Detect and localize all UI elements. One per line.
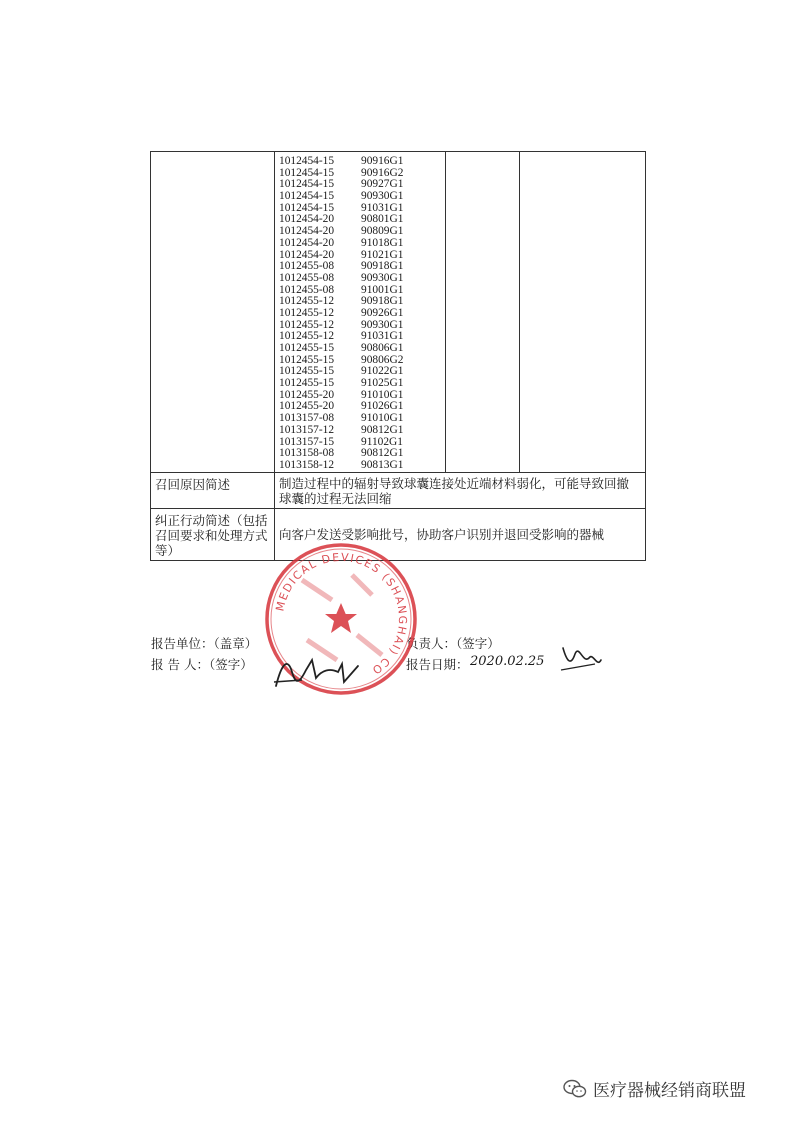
lot-batch-number: 90916G1 xyxy=(361,155,404,167)
lot-row xyxy=(279,378,445,390)
lot-batch-number: 90930G1 xyxy=(361,190,404,203)
lot-product-code: 1012454-20 xyxy=(279,213,335,226)
responsible-label: 负责人：（签字） xyxy=(406,636,500,651)
lot-product-code: 1013157-12 xyxy=(279,423,335,436)
reporter-signature xyxy=(272,652,362,694)
wechat-icon xyxy=(563,1079,587,1099)
report-unit-label: 报告单位：（盖章） xyxy=(151,636,258,651)
lot-batch-number: 90812G1 xyxy=(361,447,404,460)
lot-product-code: 1013157-15 xyxy=(279,435,335,448)
stamp-text: MEDICAL DEVICES (SHANGHAI) CO xyxy=(273,550,410,678)
lot-batch-number: 90916G2 xyxy=(361,166,404,179)
lot-row xyxy=(279,156,445,168)
lot-batch-number: 91018G1 xyxy=(361,236,404,249)
lot-row xyxy=(279,460,445,472)
lot-batch-number: 90806G2 xyxy=(361,353,404,366)
watermark-text: 医疗器械经销商联盟 xyxy=(593,1081,746,1101)
lot-product-code: 1012455-12 xyxy=(279,330,335,343)
recall-table xyxy=(150,151,646,561)
lot-batch-number: 90809G1 xyxy=(361,225,404,238)
lot-product-code: 1012454-20 xyxy=(279,248,335,261)
lot-batch-number: 91026G1 xyxy=(361,400,404,413)
empty-cell-mid xyxy=(446,152,520,473)
lot-product-code: 1012455-15 xyxy=(279,377,335,390)
lot-product-code: 1012454-20 xyxy=(279,225,335,238)
lot-product-code: 1012455-20 xyxy=(279,400,335,413)
recall-reason-label: 召回原因简述 xyxy=(151,472,275,508)
lot-row xyxy=(279,273,445,285)
lot-batch-number: 90927G1 xyxy=(361,178,404,191)
lot-batch-number: 91021G1 xyxy=(361,248,404,261)
lot-batch-number: 90812G1 xyxy=(361,423,404,436)
lot-batch-number: 91010G1 xyxy=(361,388,404,401)
lot-batch-number: 90918G1 xyxy=(361,295,404,308)
lots-row xyxy=(151,152,646,473)
lot-product-code: 1013158-08 xyxy=(279,447,335,460)
lot-product-code: 1012455-12 xyxy=(279,295,335,308)
lot-product-code: 1012455-08 xyxy=(279,271,335,284)
lot-product-code: 1013157-08 xyxy=(279,412,335,425)
lot-product-code: 1013158-12 xyxy=(279,458,335,471)
report-date-label: 报告日期： xyxy=(406,657,469,672)
lot-product-code: 1012455-15 xyxy=(279,342,335,354)
responsible-signature xyxy=(455,640,605,680)
lot-batch-number: 90918G1 xyxy=(361,260,404,273)
lot-product-code: 1012454-15 xyxy=(279,190,335,203)
lot-product-code: 1012455-12 xyxy=(279,306,335,319)
recall-reason-text: 制造过程中的辐射导致球囊连接处近端材料弱化，可能导致回撤球囊的过程无法回缩 xyxy=(275,472,646,508)
lot-product-code: 1012455-08 xyxy=(279,283,335,296)
lot-batch-number: 90930G1 xyxy=(361,318,404,331)
lot-product-code: 1012454-15 xyxy=(279,178,335,191)
lot-product-code: 1012454-15 xyxy=(279,155,335,167)
lot-product-code: 1012454-20 xyxy=(279,236,335,249)
lot-product-code: 1012455-15 xyxy=(279,365,335,378)
lot-product-code: 1012454-15 xyxy=(279,201,335,214)
empty-cell-left xyxy=(151,152,275,473)
recall-reason-row xyxy=(151,472,646,508)
lot-row xyxy=(279,191,445,203)
lot-batch-number: 91102G1 xyxy=(361,435,403,448)
lot-row xyxy=(279,308,445,320)
lot-batch-number: 91010G1 xyxy=(361,412,404,425)
lot-batch-number: 91001G1 xyxy=(361,283,404,296)
lot-list xyxy=(275,152,446,473)
lot-product-code: 1012455-20 xyxy=(279,388,335,401)
lot-batch-number: 90806G1 xyxy=(361,342,404,354)
reporter-label: 报 告 人：（签字） xyxy=(151,657,253,672)
lot-batch-number: 90930G1 xyxy=(361,271,404,284)
report-date-value: 2020.02.25 xyxy=(470,654,545,669)
watermark xyxy=(563,1076,746,1101)
lot-batch-number: 91025G1 xyxy=(361,377,404,390)
corrective-action-label: 纠正行动简述（包括召回要求和处理方式等） xyxy=(151,508,275,560)
empty-cell-right xyxy=(520,152,646,473)
lot-batch-number: 90926G1 xyxy=(361,306,404,319)
lot-batch-number: 91031G1 xyxy=(361,201,404,214)
lot-batch-number: 90813G1 xyxy=(361,458,404,471)
lot-row xyxy=(279,425,445,437)
lot-batch-number: 91022G1 xyxy=(361,365,404,378)
lot-product-code: 1012455-12 xyxy=(279,318,335,331)
lot-batch-number: 90801G1 xyxy=(361,213,404,226)
lot-product-code: 1012455-15 xyxy=(279,353,335,366)
lot-row xyxy=(279,343,445,355)
lot-row xyxy=(279,238,445,250)
lot-product-code: 1012454-15 xyxy=(279,166,335,179)
lot-batch-number: 91031G1 xyxy=(361,330,404,343)
corrective-action-text: 向客户发送受影响批号，协助客户识别并退回受影响的器械 xyxy=(275,508,646,560)
lot-product-code: 1012455-08 xyxy=(279,260,335,273)
